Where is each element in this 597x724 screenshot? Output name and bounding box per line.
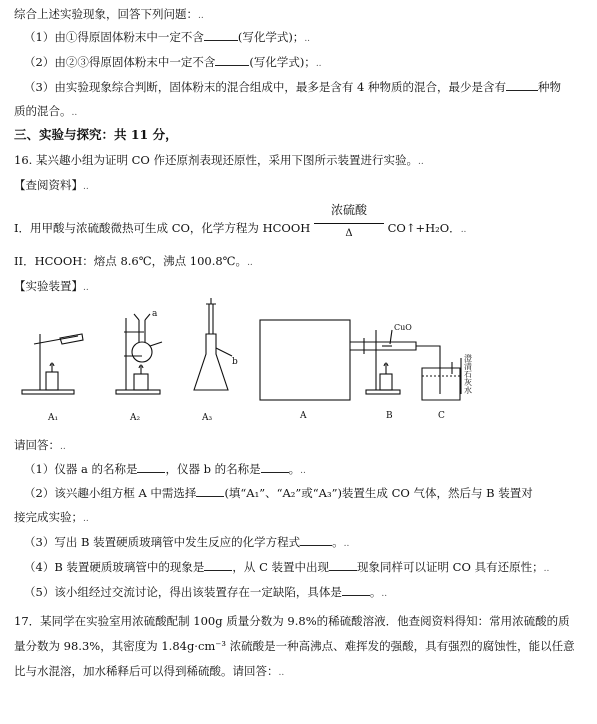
apparatus-a3 [194,298,232,390]
answer-blank[interactable] [137,461,165,473]
sub-question-3: （3）写出 B 装置硬质玻璃管中发生反应的化学方程式 。.. [24,535,350,549]
reaction-arrow [314,203,384,239]
label-limewater: 澄清石灰水 [463,354,473,394]
section-heading: 三、实验与探究：共 11 分， [14,127,178,142]
sub-question-1: （1）仪器 a 的名称是 ，仪器 b 的名称是 。.. [24,462,306,476]
label-a2: A₂ [130,413,141,423]
label-b: B [386,411,393,421]
sub-question-4: （4）B 装置硬质玻璃管中的现象是 ，从 C 装置中出现 现象同样可以证明 CO 具有还原性；.. [24,560,550,574]
answer-blank[interactable] [506,79,538,91]
apparatus-a1 [22,334,83,394]
answer-blank[interactable] [329,559,357,571]
answer-blank[interactable] [196,485,224,497]
apparatus-c [422,358,461,400]
label-funnel-a: a [152,309,158,319]
label-a1: A₁ [48,413,59,423]
answer-blank[interactable] [204,559,232,571]
question-3-cont: 质的混合。.. [14,104,78,118]
box-a [260,320,350,400]
answer-blank[interactable] [342,584,370,596]
label-c: C [438,411,445,421]
problem-16-stem: 16. 某兴趣小组为证明 CO 作还原剂表现还原性，采用下图所示装置进行实验。.. [14,153,424,167]
sub-question-2: （2）该兴趣小组方框 A 中需选择 (填“A₁”、“A₂”或“A₃”)装置生成 CO 气体，然后与 B 装置对 [24,486,533,500]
info-2: II．HCOOH：熔点 8.6℃，沸点 100.8℃。.. [14,254,253,268]
problem-17-line-1: 17．某同学在实验室用浓硫酸配制 100g 质量分数为 9.8%的稀硫酸溶液．他查阅资料得知：常用浓硫酸的质 [14,614,570,628]
answer-blank[interactable] [300,534,332,546]
apparatus-b [350,330,416,394]
info-label: 【查阅资料】.. [14,178,89,192]
answer-blank[interactable] [261,461,289,473]
ask-line: 请回答：.. [14,438,66,452]
apparatus-figure [20,294,550,428]
question-3: （3）由实验现象综合判断，固体粉末的混合组成中，最多是含有 4 种物质的混合，最少是含有 种物 [24,80,561,94]
catalyst-label: 浓硫酸 [330,203,367,217]
sub-question-5: （5）该小组经过交流讨论，得出该装置存在一定缺陷，具体是 。.. [24,585,388,599]
apparatus-a2 [116,314,162,394]
sub-question-2-cont: 接完成实验；.. [14,510,89,524]
label-a: A [300,411,307,421]
answer-blank[interactable] [215,54,249,66]
question-1: （1）由①得原固体粉末中一定不含 (写化学式)；.. [24,30,311,44]
label-a3: A₃ [202,413,213,423]
apparatus-diagram [20,294,550,428]
problem-17-line-3: 比与水混溶，加水稀释后可以得到稀硫酸。请回答：.. [14,664,285,678]
answer-blank[interactable] [204,29,238,41]
problem-17-line-2: 量分数为 98.3%，其密度为 1.84g·cm⁻³ 浓硫酸是一种高沸点、难挥发的强酸，具有强烈的腐蚀性，能以任意 [14,639,575,653]
device-label: 【实验装置】.. [14,279,89,293]
question-2: （2）由②③得原固体粉末中一定不含 (写化学式)；.. [24,55,322,69]
info-1: I．用甲酸与浓硫酸微热可生成 CO，化学方程为 HCOOH 浓硫酸 Δ CO↑+H₂O．.. [14,216,587,238]
label-funnel-b: b [232,357,238,367]
heat-label: Δ [345,228,353,239]
label-cuo: CuO [394,323,412,332]
intro-line: 综合上述实验现象，回答下列问题：.. [14,7,204,21]
